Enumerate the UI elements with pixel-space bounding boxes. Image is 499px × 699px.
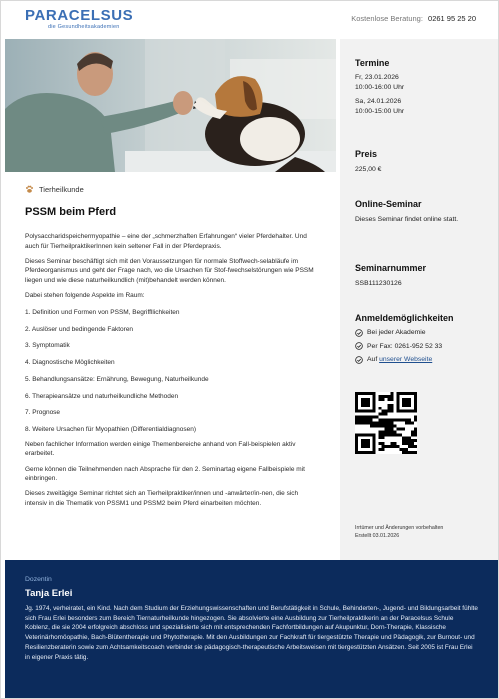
qr-code[interactable] xyxy=(355,392,417,454)
preis-section xyxy=(355,149,490,175)
termine-heading: Termine xyxy=(355,58,390,68)
header xyxy=(1,1,498,39)
paracelsus-logo[interactable] xyxy=(25,8,133,30)
termin-1-date: Fr, 23.01.2026 xyxy=(355,74,399,81)
list-item: 7. Prognose xyxy=(25,409,61,417)
termin-2-date: Sa, 24.01.2026 xyxy=(355,98,402,105)
paragraph-4: Gerne können die Teilnehmenden nach Absprache für den 2. Seminartag eigene Fallbeispiele mit einbringen. xyxy=(25,465,305,483)
category-tag xyxy=(25,185,318,194)
list-item: 1. Definition und Formen von PSSM, Begriffllichkeiten xyxy=(25,308,180,316)
description-body xyxy=(25,232,318,508)
logo-wordmark: PARACELSUS xyxy=(25,7,134,24)
footnote xyxy=(355,524,443,540)
list-item: 3. Symptomatik xyxy=(25,342,70,350)
lecturer-name: Tanja Erlei xyxy=(25,588,73,599)
check-circle-icon xyxy=(355,329,363,337)
seminarnummer-value: SSB111230126 xyxy=(355,280,402,287)
seminar-title: PSSM beim Pferd xyxy=(25,206,117,218)
termine-section xyxy=(355,58,490,116)
list-item: 2. Auslöser und bedingende Faktoren xyxy=(25,325,134,333)
contact-label: Kostenlose Beratung: xyxy=(351,14,423,23)
hero-image xyxy=(5,39,336,172)
option-akademie-label: Bei jeder Akademie xyxy=(367,329,426,336)
preis-heading: Preis xyxy=(355,149,378,159)
lecturer-panel xyxy=(5,560,498,698)
logo-tagline: die Gesundheitsakademien xyxy=(48,24,120,30)
intro-paragraph-2: Dieses Seminar beschäftigt sich mit den Voraussetzungen für normale Stoffwech-selabläufe im Pferdeorganismus und geht der Frage nach, wo die Ursachen für Stof-fwechselstörungen wie PSSM liegen und wie diese naturheilkundlich (mit)behandelt werden können. xyxy=(25,257,314,284)
paw-icon xyxy=(25,185,34,194)
option-fax xyxy=(355,342,490,350)
option-akademie xyxy=(355,329,490,337)
online-text: Dieses Seminar findet online statt. xyxy=(355,216,459,223)
check-circle-icon xyxy=(355,356,363,364)
lecturer-label: Dozentin xyxy=(25,576,52,583)
category-label: Tierheilkunde xyxy=(39,185,84,194)
seminarnummer-heading: Seminarnummer xyxy=(355,263,427,273)
list-intro: Dabei stehen folgende Aspekte im Raum: xyxy=(25,291,145,299)
lecturer-bio: Jg. 1974, verheiratet, ein Kind. Nach dem Studium der Erziehungswissenschaften und Berufstätigkeit in Schule, Behinderten-, Jugend- und Bildungsarbeit fühlte sich Frau Erlei besonders zum Bereich Tiernaturheilkunde hingezogen. Sie absolvierte eine Ausbildung zur Tierheilpraktikerin an der Paracelsus Schule Koblenz, die sie 2004 erfolgreich abschloss und spezialisierte sich mit entsprechenden Fachfortbildungen auf Akupunktur, Dorn-Therapie, Klassische Veterinärhomöopathie, Bach-Blütentherapie und Phytotherapie. Mit den Ausbildungen zur Fachkraft für tiergestützte Therapie und Pädagogik, zur Burnout- und Resilienzberaterin sowie zum Achtsamkeitscoach verbindet sie pädagogisch-therapeutische Arbeitsweisen mit tiergestützten Ansätzen. Seit 2005 ist Frau Erlei in eigener Praxis tätig. xyxy=(25,605,478,661)
info-sidebar xyxy=(340,39,498,560)
termin-1-time: 10:00-16:00 Uhr xyxy=(355,83,405,91)
contact-info xyxy=(351,14,476,23)
list-item: 6. Therapieansätze und naturheilkundliche Methoden xyxy=(25,392,179,400)
option-webseite xyxy=(355,356,490,364)
option-fax-label: Per Fax: 0261-952 52 33 xyxy=(367,342,443,350)
check-circle-icon xyxy=(355,342,363,350)
intro-paragraph-1: Polysaccharidspeichermyopathie – eine der „schmerzhaften Erfahrungen“ vieler Pferdehalter. Und auch für TierheilpraktikerInnen kein seltener Fall in der Pferdepraxis. xyxy=(25,233,307,250)
list-item: 5. Behandlungsansätze: Ernährung, Bewegung, Naturheilkunde xyxy=(25,375,209,383)
online-heading: Online-Seminar xyxy=(355,199,422,209)
termin-2-time: 10:00-15:00 Uhr xyxy=(355,107,405,115)
footnote-created: Erstellt 03.01.2026 xyxy=(355,533,400,539)
paragraph-3: Neben fachlicher Information werden einige Themenbereiche anhand von Fall-beispielen aktiv erarbeitet. xyxy=(25,440,296,458)
footnote-disclaimer: Irrtümer und Änderungen vorbehalten xyxy=(355,525,444,531)
seminar-description xyxy=(25,185,318,514)
preis-value: 225,00 € xyxy=(355,166,382,173)
list-item: 8. Weitere Ursachen für Myopathien (Differentialdiagnosen) xyxy=(25,426,197,434)
list-item: 4. Diagnostische Möglichkeiten xyxy=(25,359,115,367)
online-section xyxy=(355,199,490,225)
contact-phone[interactable]: 0261 95 25 20 xyxy=(428,14,476,23)
webseite-link[interactable]: unserer Webseite xyxy=(379,356,433,363)
option-webseite-prefix: Auf xyxy=(367,356,378,363)
seminarnummer-section xyxy=(355,263,490,289)
anmeldung-heading: Anmeldemöglichkeiten xyxy=(355,313,454,323)
anmeldung-section xyxy=(355,313,490,364)
vet-dog-photo xyxy=(5,39,336,172)
paragraph-5: Dieses zweitägige Seminar richtet sich an Tierheilpraktiker/innen und -anwärter/in-nen, die sich intensiv in die Thematik von PSSM1 und PSSM2 beim Pferd einarbeiten möchten. xyxy=(25,490,299,507)
